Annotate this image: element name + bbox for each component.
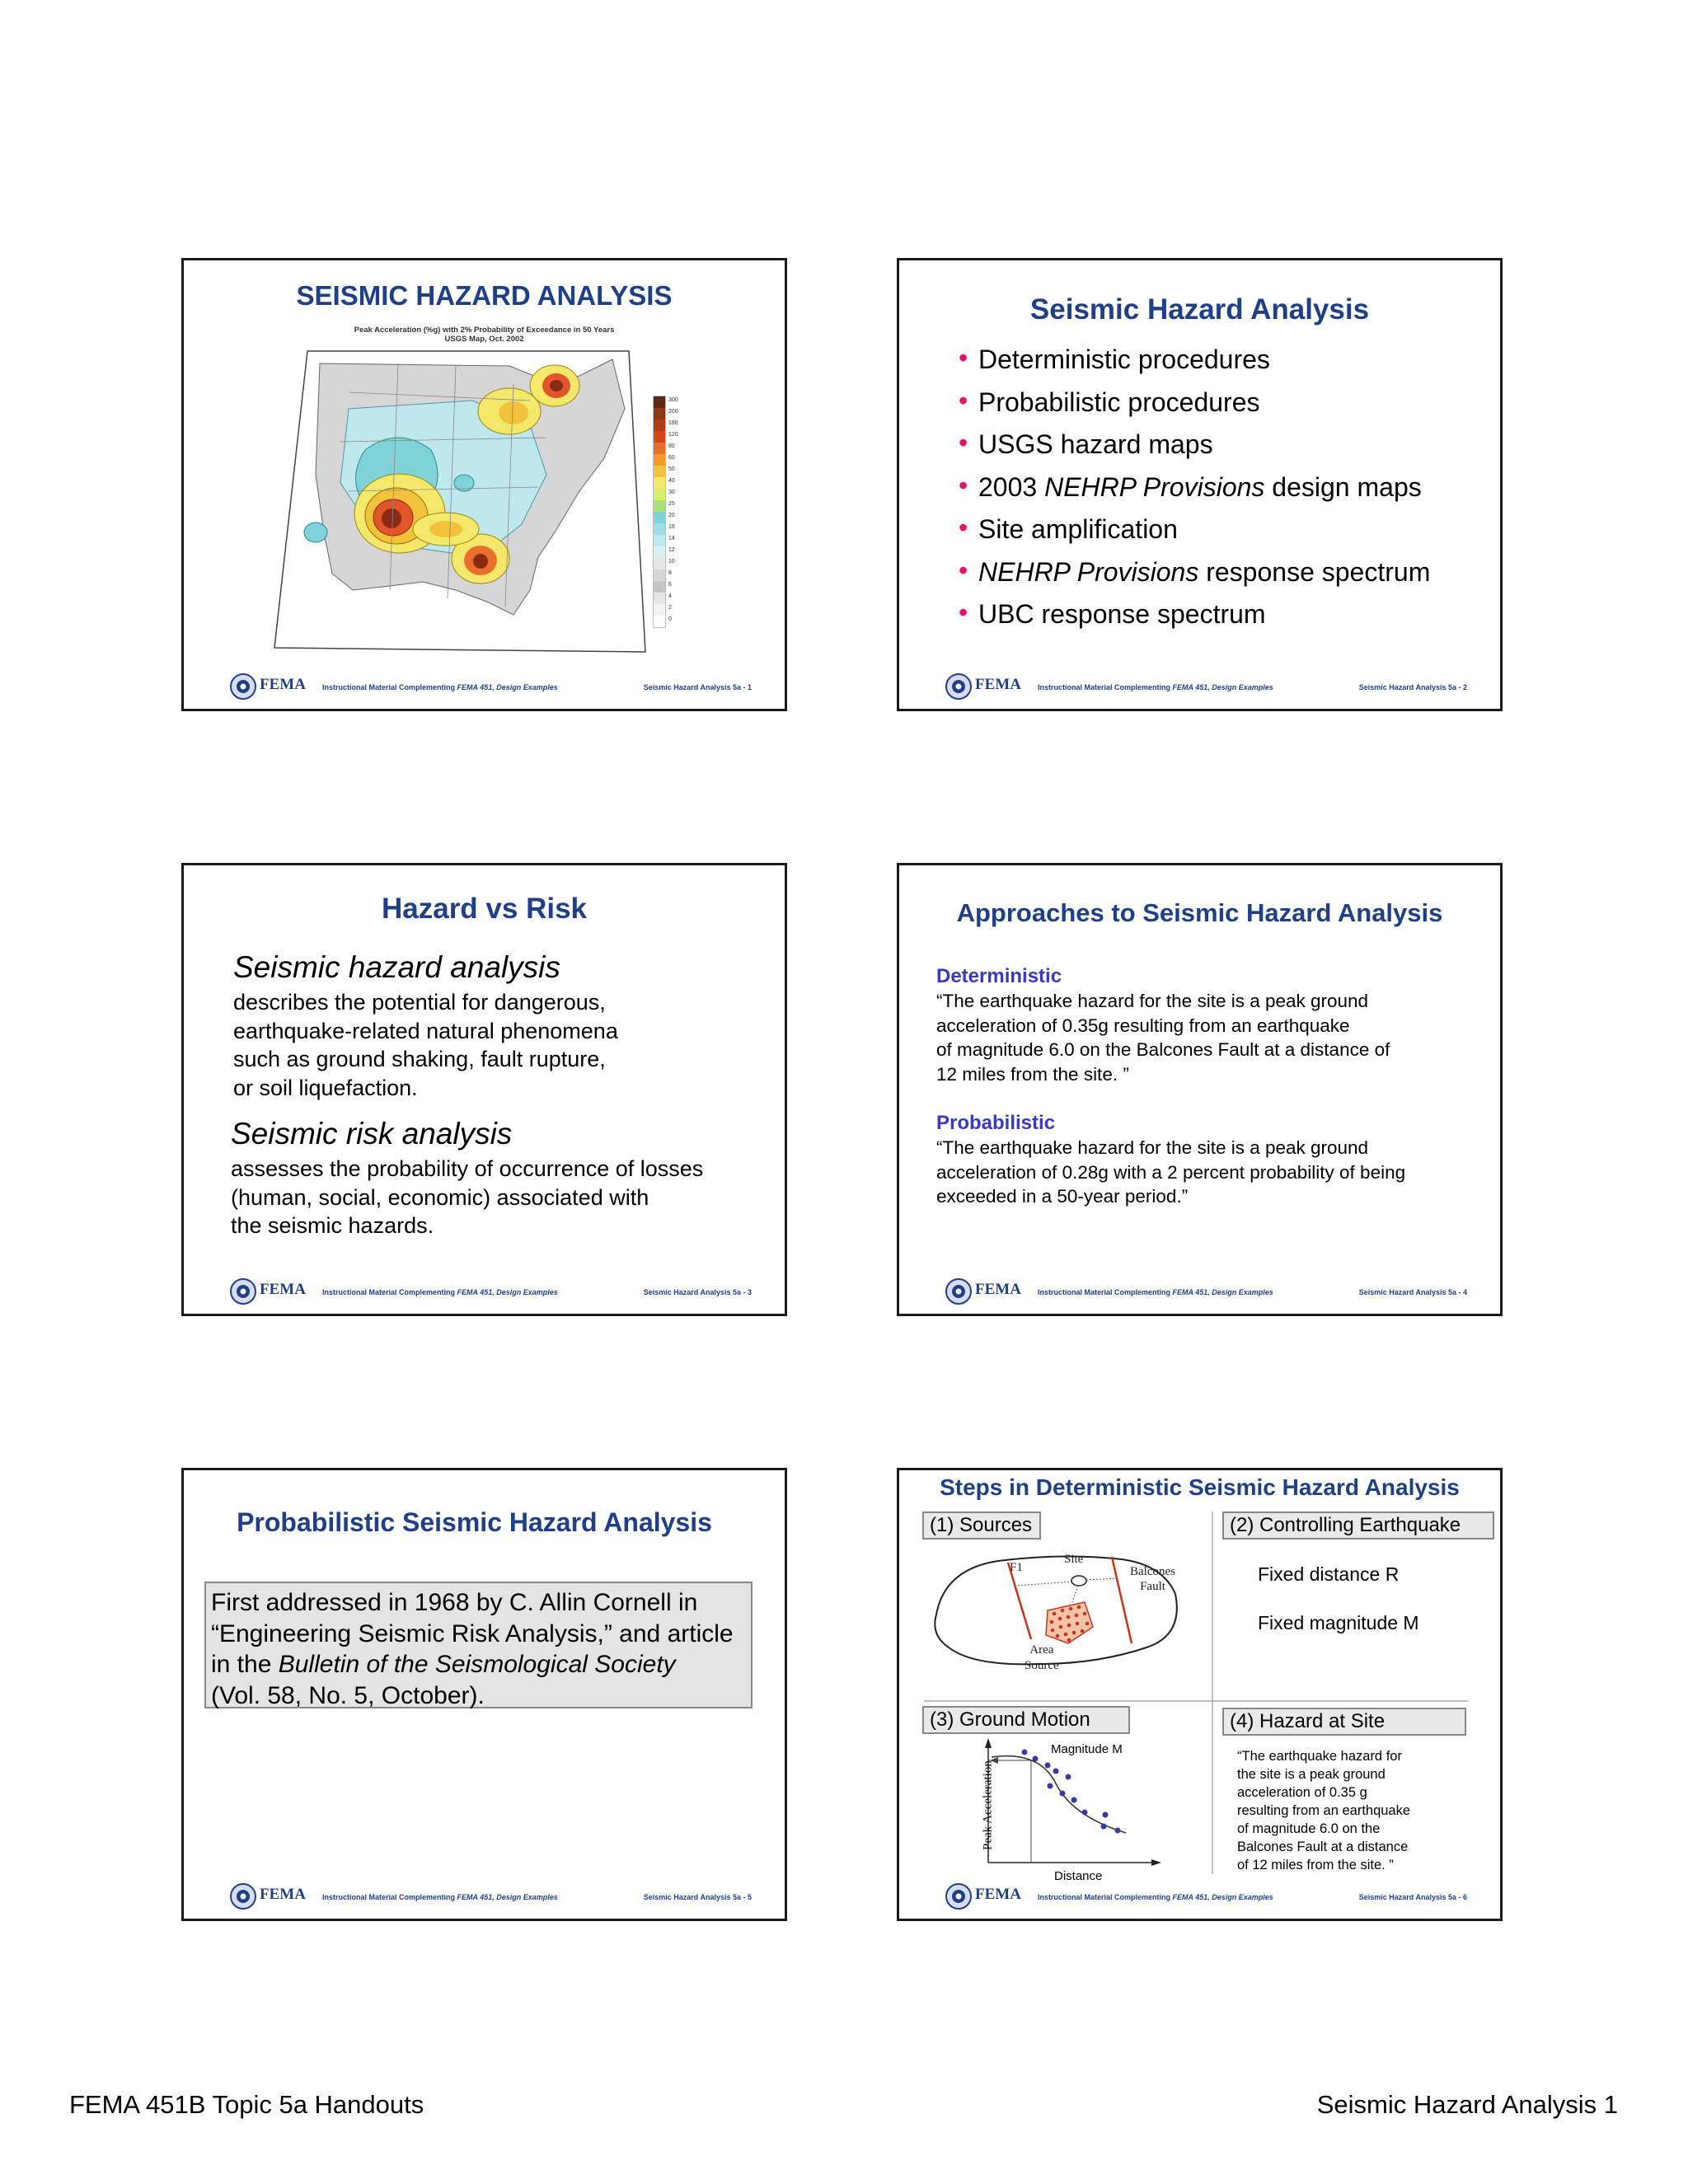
area-source-label [1025,1643,1059,1674]
step-3-label: (3) Ground Motion [922,1706,1130,1734]
slide-footer [899,671,1500,702]
footer-caption-prefix: Instructional Material Complementing [1038,1288,1173,1296]
legend-value: 14 [668,536,675,541]
bullet-item [959,424,1430,466]
fema-seal-icon [229,673,257,701]
footer-caption [322,1288,558,1296]
text-line: “The earthquake hazard for the site is a peak ground [936,1137,1369,1158]
slide-footer [899,1881,1500,1912]
step-2-label: (2) Controlling Earthquake [1222,1511,1494,1540]
page-footer-left: FEMA 451B Topic 5a Handouts [69,2090,424,2119]
slide-number: Seismic Hazard Analysis 5a - 2 [1358,683,1467,691]
text-line: of magnitude 6.0 on the [1237,1821,1381,1836]
slide-title: Approaches to Seismic Hazard Analysis [956,898,1443,927]
text-line: acceleration of 0.35 g [1237,1785,1367,1800]
text-line: acceleration of 0.35g resulting from an earthquake [936,1015,1350,1036]
area-source-line-1: Area [1029,1643,1054,1657]
hazard-quote [1237,1747,1410,1874]
journal-title: Bulletin of the Seismological Society [278,1651,676,1678]
risk-heading: Seismic risk analysis [231,1117,513,1151]
bullet-text-suffix: design maps [1264,471,1422,502]
fema-seal-icon [945,1277,973,1305]
legend-value: 10 [668,559,675,565]
fema-wordmark: FEMA [260,1886,306,1903]
balcones-fault-label [1130,1564,1175,1594]
text-line: earthquake-related natural phenomena [233,1018,618,1043]
legend-value: 0 [668,616,672,622]
legend-value: 40 [668,478,675,484]
fema-wordmark: FEMA [975,1886,1021,1903]
fema-seal-icon [229,1277,257,1305]
fixed-distance-text: Fixed distance R [1258,1563,1400,1585]
bullet-text: Deterministic procedures [978,344,1270,374]
slide-number: Seismic Hazard Analysis 5a - 4 [1358,1288,1467,1296]
bullet-item [959,551,1430,594]
slide-4 [897,863,1503,1316]
risk-description [231,1155,703,1240]
text-line: “Engineering Seismic Risk Analysis,” and article [211,1619,734,1647]
history-note-box [204,1582,753,1708]
bullet-text: USGS hazard maps [978,429,1213,459]
bullet-item [959,466,1430,509]
footer-caption-prefix: Instructional Material Complementing [322,1288,457,1296]
legend-value: 180 [668,420,678,426]
slide-2 [897,258,1503,711]
slide-title: Probabilistic Seismic Hazard Analysis [237,1507,712,1537]
text-line: “The earthquake hazard for [1237,1749,1402,1764]
text-line: (human, social, economic) associated with [231,1184,649,1210]
footer-caption-italic: FEMA 451, Design Examples [1172,1288,1273,1296]
text-line: such as ground shaking, fault rupture, [233,1047,606,1071]
area-source-line-2: Source [1025,1659,1059,1672]
slide-footer [184,1881,785,1912]
footer-caption-italic: FEMA 451, Design Examples [1172,1893,1273,1901]
legend-value: 120 [668,432,678,438]
legend-value: 20 [668,513,675,518]
footer-caption-prefix: Instructional Material Complementing [1038,683,1173,691]
footer-caption-italic: FEMA 451, Design Examples [457,683,558,691]
deterministic-label: Deterministic [936,965,1062,987]
map-title-line-1: Peak Acceleration (%g) with 2% Probability of Exceedance in 50 Years [354,326,615,335]
legend-value: 300 [668,397,678,403]
fema-wordmark: FEMA [260,676,306,693]
bullet-text-suffix: response spectrum [1198,556,1431,587]
footer-caption [322,683,558,691]
footer-caption [1038,1893,1273,1901]
bullet-item [959,509,1430,551]
text-line: (Vol. 58, No. 5, October). [211,1681,485,1709]
footer-caption-italic: FEMA 451, Design Examples [1172,683,1273,691]
text-line: 12 miles from the site. ” [936,1063,1129,1085]
step-4-label: (4) Hazard at Site [1222,1708,1466,1736]
slide-number: Seismic Hazard Analysis 5a - 3 [643,1288,752,1296]
slide-6 [897,1468,1503,1921]
text-line: resulting from an earthquake [1237,1803,1411,1818]
text-line: “The earthquake hazard for the site is a peak ground [936,991,1369,1011]
fixed-magnitude-text: Fixed magnitude M [1258,1612,1419,1633]
legend-value: 4 [668,593,672,599]
slide-footer [184,671,785,702]
slide-3 [181,863,787,1316]
distance-axis-label: Distance [1054,1869,1103,1883]
bullet-list [959,339,1430,636]
text-line: or soil liquefaction. [233,1075,418,1100]
slide-footer [899,1276,1500,1307]
map-title-line-2: USGS Map, Oct. 2002 [444,335,524,344]
text-line: exceeded in a 50-year period.” [936,1186,1189,1207]
slide-title: SEISMIC HAZARD ANALYSIS [296,280,673,311]
probabilistic-quote [936,1136,1480,1209]
hazard-description [233,988,618,1102]
step-1-label: (1) Sources [922,1511,1041,1540]
slide-title: Steps in Deterministic Seismic Hazard Analysis [940,1474,1460,1500]
bullet-text: UBC response spectrum [978,599,1266,629]
slide-footer [184,1276,785,1307]
bullet-item [959,339,1430,382]
footer-caption [322,1893,558,1901]
legend-value: 30 [668,490,675,495]
footer-caption-italic: FEMA 451, Design Examples [457,1288,558,1296]
text-line: assesses the probability of occurrence of losses [231,1156,704,1181]
legend-value: 16 [668,524,675,530]
legend-value: 50 [668,466,675,472]
text-line: the site is a peak ground [1237,1767,1386,1782]
deterministic-quote [936,989,1480,1086]
peak-acceleration-axis-label: Peak Acceleration [981,1760,995,1850]
fema-seal-icon [229,1882,257,1910]
balcones-label-line-2: Fault [1140,1580,1165,1593]
bullet-text-italic: NEHRP Provisions [1044,471,1265,502]
footer-caption-italic: FEMA 451, Design Examples [457,1893,558,1901]
bullet-item [959,593,1430,636]
fault-f1-label: F1 [1010,1561,1023,1574]
site-label: Site [1064,1553,1084,1566]
slide-1 [181,258,787,711]
slide-number: Seismic Hazard Analysis 5a - 1 [643,683,752,691]
probabilistic-label: Probabilistic [936,1112,1056,1134]
legend-value: 80 [668,443,675,449]
hazard-map [184,260,787,711]
hazard-heading: Seismic hazard analysis [233,950,560,984]
text-line: acceleration of 0.28g with a 2 percent probability of being [936,1161,1406,1183]
fema-seal-icon [945,673,973,701]
slide-title: Hazard vs Risk [381,893,588,925]
legend-value: 25 [668,501,675,507]
footer-caption-prefix: Instructional Material Complementing [1038,1893,1173,1901]
fema-wordmark: FEMA [260,1281,306,1298]
footer-caption [1038,1288,1273,1296]
legend-value: 6 [668,582,672,588]
slide-number: Seismic Hazard Analysis 5a - 6 [1358,1893,1467,1901]
text-line: describes the potential for dangerous, [233,990,606,1015]
legend-value: 60 [668,455,675,461]
fema-seal-icon [945,1882,973,1910]
text-line: the seismic hazards. [231,1213,434,1238]
text-line: of 12 miles from the site. ” [1237,1858,1394,1872]
bullet-text: 2003 [978,471,1045,502]
magnitude-label: Magnitude M [1051,1742,1123,1756]
fema-wordmark: FEMA [975,676,1021,693]
slide-number: Seismic Hazard Analysis 5a - 5 [643,1893,752,1901]
bullet-text: Site amplification [978,514,1178,544]
balcones-label-line-1: Balcones [1130,1565,1175,1578]
footer-caption [1038,683,1273,691]
legend-value: 2 [668,605,672,611]
legend-value: 200 [668,409,678,415]
footer-caption-prefix: Instructional Material Complementing [322,1893,457,1901]
page-footer-right: Seismic Hazard Analysis 1 [1316,2090,1618,2119]
fema-wordmark: FEMA [975,1281,1021,1298]
text-line-prefix: in the [211,1651,279,1678]
bullet-item [959,382,1430,424]
text-line: of magnitude 6.0 on the Balcones Fault at a distance of [936,1039,1390,1060]
legend-value: 12 [668,547,675,553]
text-line: First addressed in 1968 by C. Allin Cornell in [211,1589,698,1616]
text-line [211,1649,746,1680]
slide-title: Seismic Hazard Analysis [1029,293,1370,326]
footer-caption-prefix: Instructional Material Complementing [322,683,457,691]
legend-value: 8 [668,570,672,576]
bullet-text-italic: NEHRP Provisions [978,556,1199,587]
slide-5 [181,1468,787,1921]
bullet-text: Probabilistic procedures [978,387,1260,417]
text-line: Balcones Fault at a distance [1237,1840,1409,1854]
